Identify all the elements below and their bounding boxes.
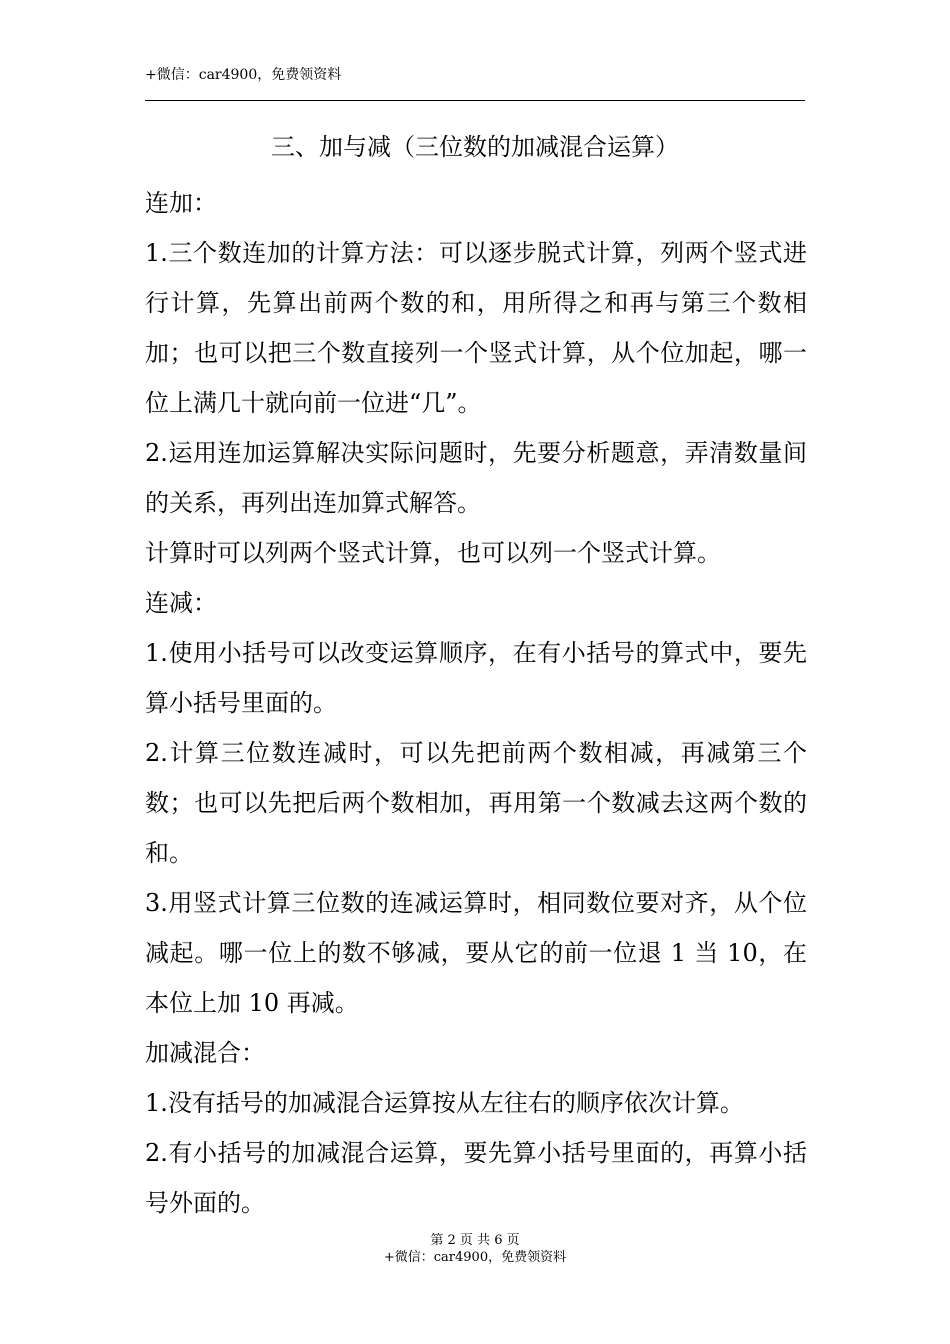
section-heading-consecutive-addition: 连加：: [145, 189, 217, 217]
page-number-total: 6: [494, 1233, 503, 1248]
paragraph: 1.三个数连加的计算方法：可以逐步脱式计算，列两个竖式进行计算，先算出前两个数的和，用所得之和再与第三个数相加；也可以把三个数直接列一个竖式计算，从个位加起，哪一位上满几十就向前一位进“几”。: [145, 239, 807, 417]
paragraph: 2.计算三位数连减时，可以先把前两个数相减，再减第三个数；也可以先把后两个数相加，再用第一个数减去这两个数的和。: [145, 739, 807, 867]
header-divider: [145, 100, 805, 101]
page-number-middle: 页 共: [459, 1233, 491, 1248]
page-number-current: 2: [447, 1233, 456, 1248]
page-title: 三、加与减（三位数的加减混合运算）: [271, 133, 679, 161]
paragraph: 1.使用小括号可以改变运算顺序，在有小括号的算式中，要先算小括号里面的。: [145, 639, 807, 717]
document-body: [145, 178, 807, 1228]
page-number-prefix: 第: [430, 1233, 444, 1248]
paragraph: 2.运用连加运算解决实际问题时，先要分析题意，弄清数量间的关系，再列出连加算式解答。: [145, 439, 807, 517]
paragraph: 1.没有括号的加减混合运算按从左往右的顺序依次计算。: [145, 1089, 744, 1117]
page-number-suffix: 页: [506, 1233, 520, 1248]
section-heading-consecutive-subtraction: 连减：: [145, 589, 217, 617]
paragraph: 3.用竖式计算三位数的连减运算时，相同数位要对齐，从个位减起。哪一位上的数不够减，要从它的前一位退 1 当 10，在本位上加 10 再减。: [145, 889, 807, 1017]
page-number: [0, 1232, 950, 1249]
footer-watermark-note: +微信：car4900，免费领资料: [383, 1250, 567, 1265]
paragraph: 计算时可以列两个竖式计算，也可以列一个竖式计算。: [145, 539, 721, 567]
section-heading-mixed-operations: 加减混合：: [145, 1039, 265, 1067]
paragraph: 2.有小括号的加减混合运算，要先算小括号里面的，再算小括号外面的。: [145, 1139, 807, 1217]
header-watermark-note: +微信：car4900，免费领资料: [145, 67, 342, 83]
